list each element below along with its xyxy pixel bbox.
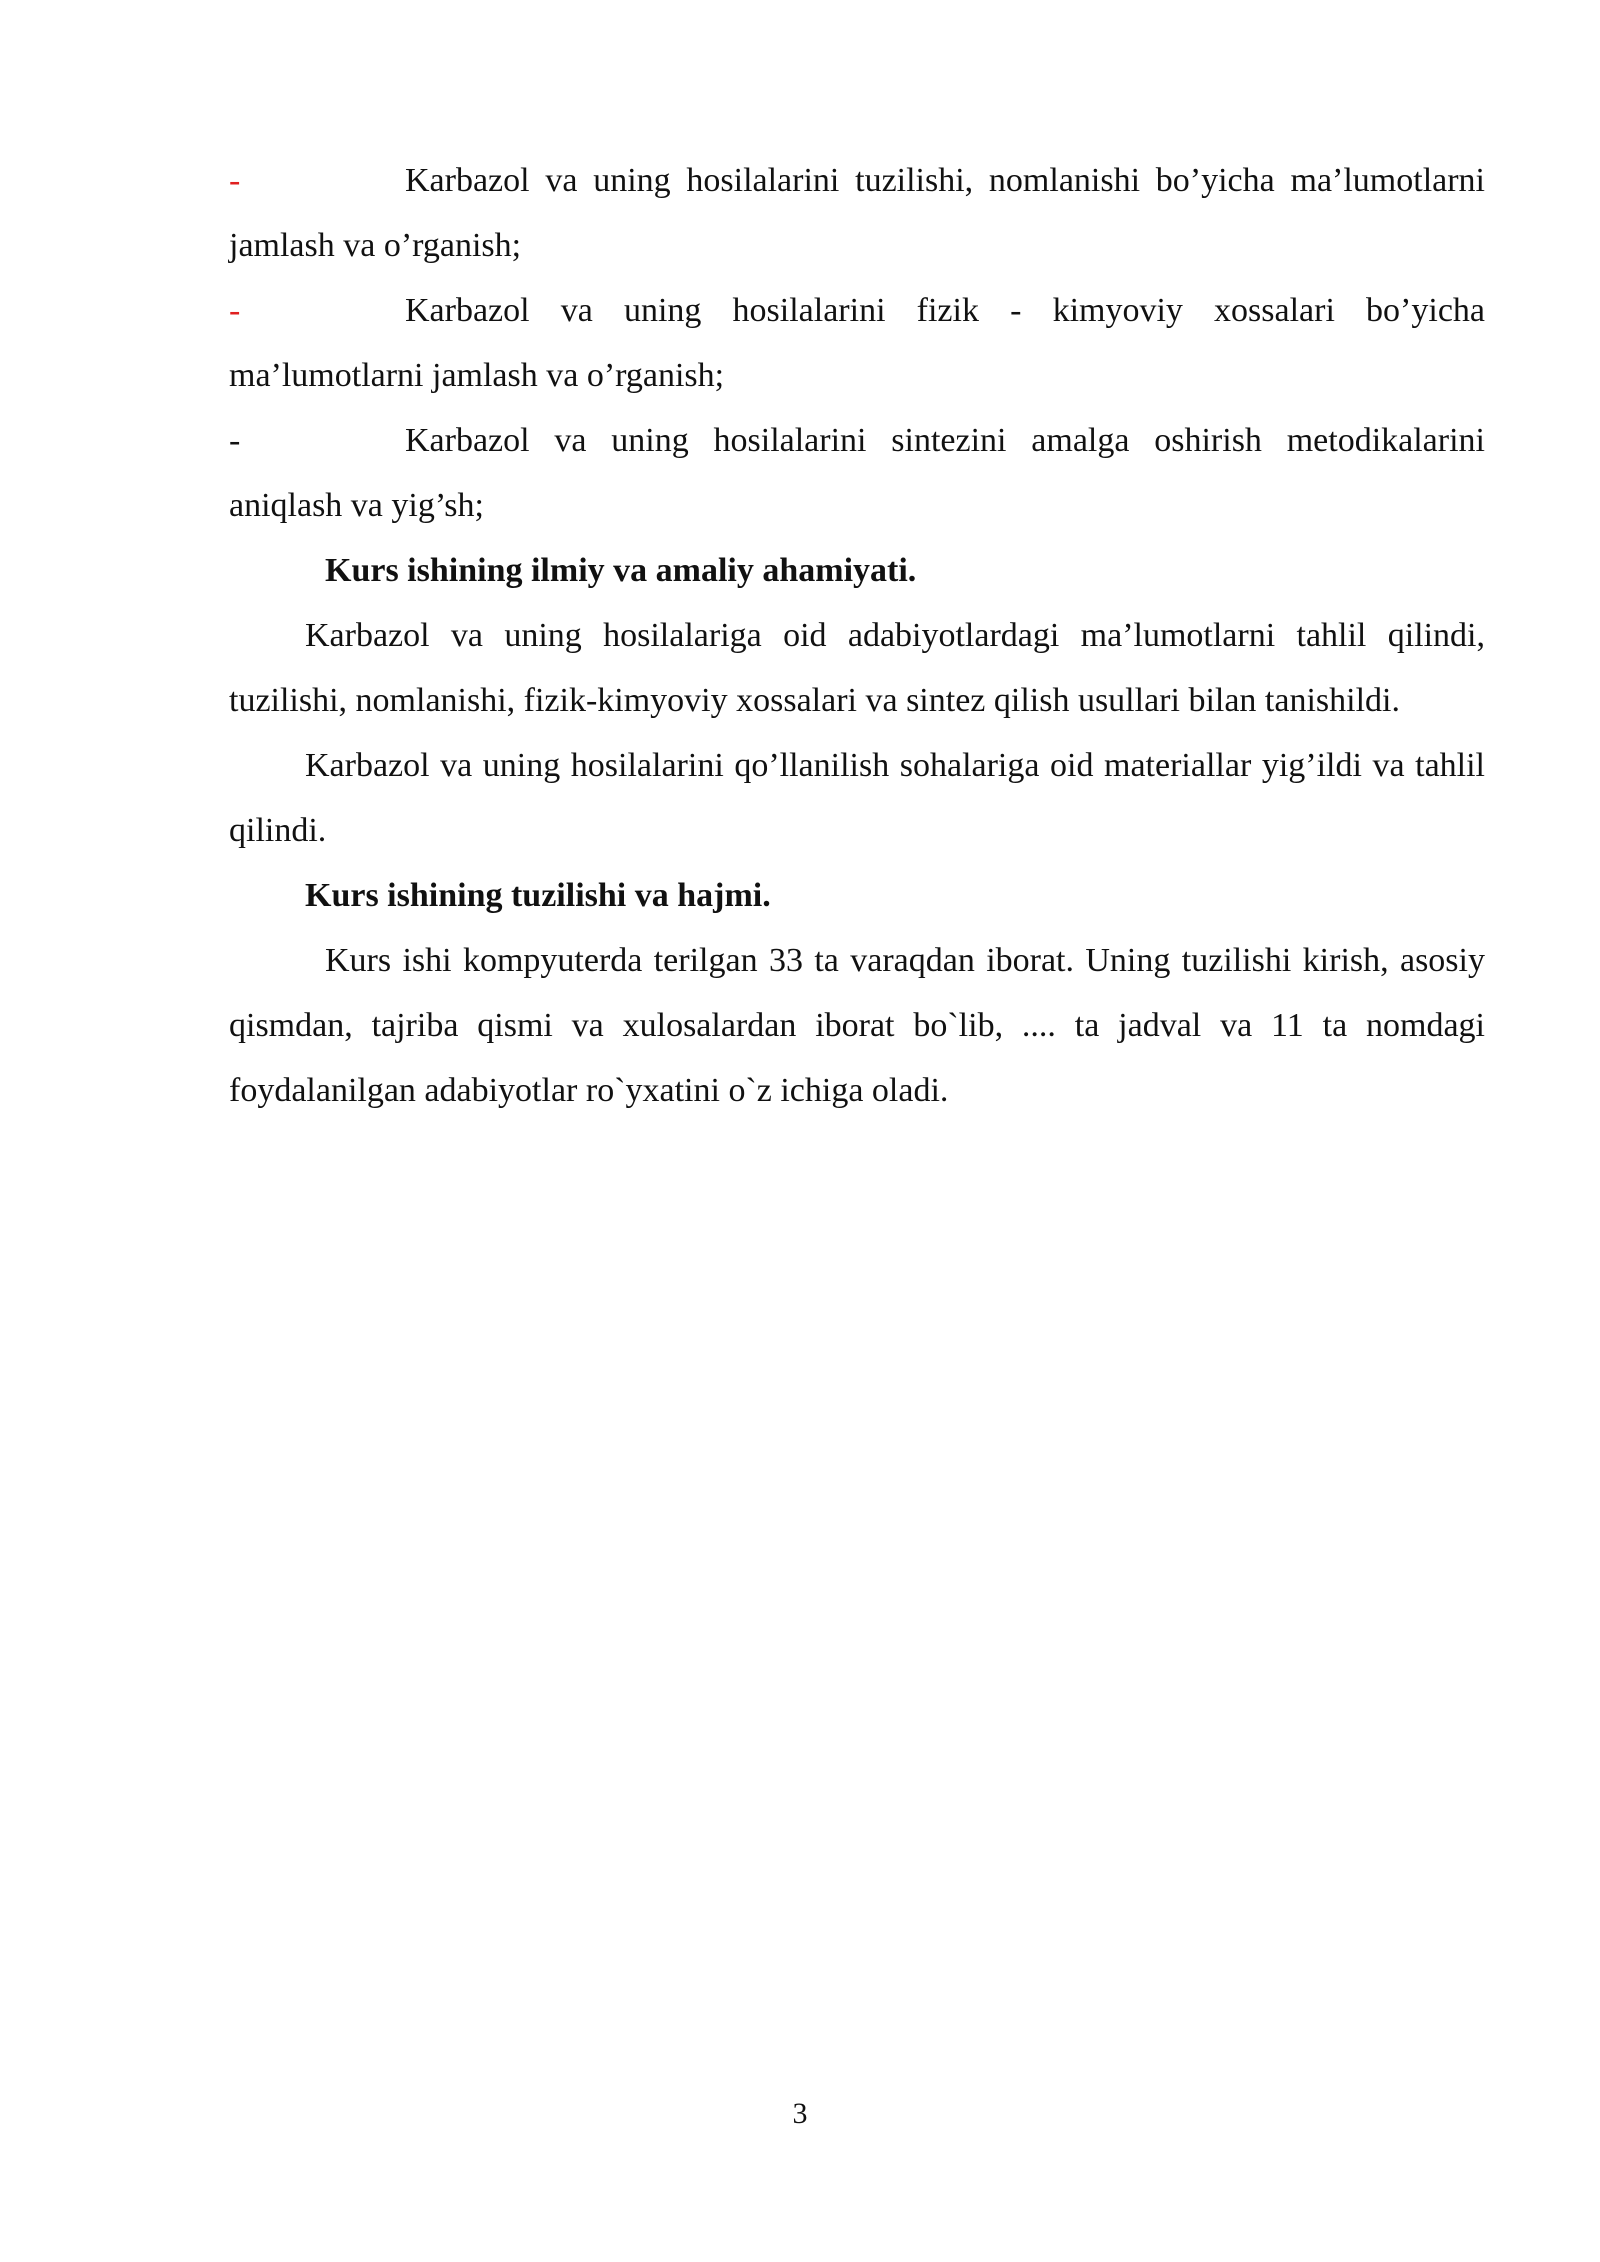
paragraph-applications: Karbazol va uning hosilalarini qo’llanilish sohalariga oid materiallar yig’ildi va tahlil qilindi. <box>229 747 1485 849</box>
paragraph-literature-analysis: Karbazol va uning hosilalariga oid adabiyotlardagi ma’lumotlarni tahlil qilindi, tuzilishi, nomlanishi, fizik-kimyoviy xossalari va sintez qilish usullari bilan tanishildi. <box>229 617 1485 719</box>
bullet-text-1: Karbazol va uning hosilalarini tuzilishi, nomlanishi bo’yicha ma’lumotlarni jamlash va o’rganish; <box>229 162 1485 264</box>
bullet-marker-3: - <box>229 422 241 459</box>
bullet-text-3: Karbazol va uning hosilalarini sintezini amalga oshirish metodikalarini aniqlash va yig’sh; <box>229 422 1485 524</box>
paragraph-structure: Kurs ishi kompyuterda terilgan 33 ta varaqdan iborat. Uning tuzilishi kirish, asosiy qismdan, tajriba qismi va xulosalardan iborat bo`lib, .... ta jadval va 11 ta nomdagi foydalanilgan adabiyotlar ro`yxatini o`z ichiga oladi. <box>229 942 1485 1109</box>
section-heading-significance: Kurs ishining ilmiy va amaliy ahamiyati. <box>325 552 917 589</box>
bullet-marker-1: - <box>229 162 241 199</box>
page-number: 3 <box>792 2097 808 2130</box>
bullet-item-1 <box>229 148 1485 278</box>
bullet-marker-2: - <box>229 292 241 329</box>
bullet-text-2: Karbazol va uning hosilalarini fizik - kimyoviy xossalari bo’yicha ma’lumotlarni jamlash va o’rganish; <box>229 292 1485 394</box>
bullet-item-2 <box>229 278 1485 408</box>
section-heading-structure: Kurs ishining tuzilishi va hajmi. <box>305 877 771 914</box>
bullet-item-3 <box>229 408 1485 538</box>
body-text <box>229 148 1485 1123</box>
